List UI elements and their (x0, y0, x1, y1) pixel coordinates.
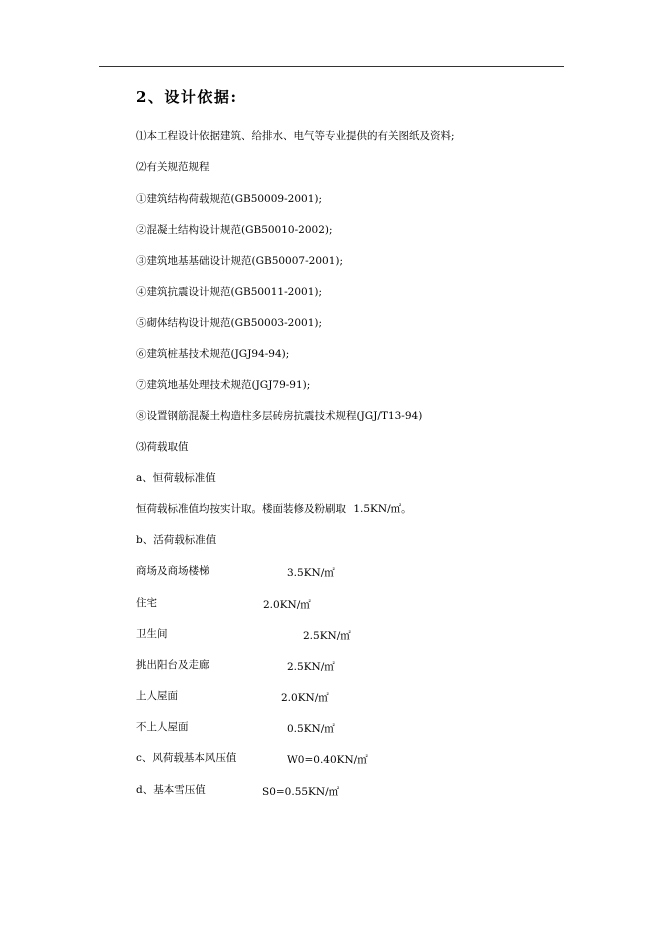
live-load-name-4: 挑出阳台及走廊 (136, 659, 210, 671)
live-load-name-5: 上人屋面 (136, 690, 178, 702)
live-load-value-2: 2.0KN/㎡ (263, 599, 311, 611)
code-line-8: ⑧设置钢筋混凝土构造柱多层砖房抗震技术规程(JGJ/T13-94) (136, 410, 423, 422)
live-load-name-6: 不上人屋面 (136, 721, 189, 733)
basis-line-1: ⑴本工程设计依据建筑、给排水、电气等专业提供的有关图纸及资料; (136, 130, 455, 142)
code-line-7: ⑦建筑地基处理技术规范(JGJ79-91); (136, 379, 311, 391)
live-load-value-5: 2.0KN/㎡ (281, 692, 329, 704)
code-line-6: ⑥建筑桩基技术规范(JGJ94-94); (136, 348, 290, 360)
basis-line-2: ⑵有关规范规程 (136, 161, 210, 173)
live-load-value-6: 0.5KN/㎡ (287, 723, 335, 735)
dead-load-value: 1.5KN/㎡ (353, 503, 402, 515)
live-load-value-1: 3.5KN/㎡ (287, 567, 335, 579)
dead-load-heading: a、恒荷载标准值 (136, 472, 216, 484)
code-line-2: ②混凝土结构设计规范(GB50010-2002); (136, 224, 333, 236)
snow-load-name: d、基本雪压值 (136, 784, 206, 796)
live-load-value-4: 2.5KN/㎡ (287, 661, 335, 673)
section-title: 2、设计依据: (136, 88, 238, 106)
wind-load-value: W0=0.40KN/㎡ (287, 754, 368, 766)
code-line-4: ④建筑抗震设计规范(GB50011-2001); (136, 286, 323, 298)
code-line-3: ③建筑地基基础设计规范(GB50007-2001); (136, 255, 344, 267)
live-load-heading: b、活荷载标准值 (136, 534, 217, 546)
load-heading: ⑶荷载取值 (136, 441, 189, 453)
header-rule (99, 66, 564, 67)
live-load-value-3: 2.5KN/㎡ (303, 630, 351, 642)
code-line-1: ①建筑结构荷载规范(GB50009-2001); (136, 193, 323, 205)
live-load-name-3: 卫生间 (136, 628, 168, 640)
dead-load-text: 恒荷载标准值均按实计取。楼面装修及粉刷取 (136, 503, 346, 515)
wind-load-name: c、风荷载基本风压值 (136, 752, 237, 764)
live-load-name-1: 商场及商场楼梯 (136, 565, 210, 577)
code-line-5: ⑤砌体结构设计规范(GB50003-2001); (136, 317, 323, 329)
dead-load-line (136, 502, 412, 516)
dead-load-end: 。 (401, 503, 412, 515)
live-load-name-2: 住宅 (136, 597, 157, 609)
snow-load-value: S0=0.55KN/㎡ (262, 786, 340, 798)
